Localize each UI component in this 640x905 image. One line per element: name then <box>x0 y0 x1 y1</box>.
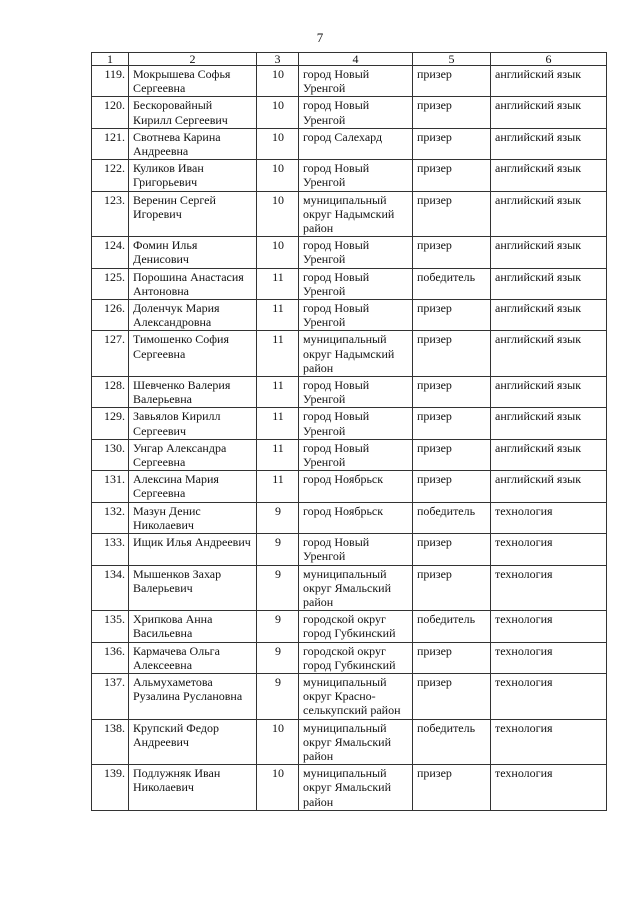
result-status: призер <box>413 128 491 159</box>
territory: муниципальный округ Ямальский район <box>299 565 413 611</box>
row-number: 133. <box>92 534 129 565</box>
grade: 10 <box>257 128 299 159</box>
column-header: 4 <box>299 53 413 66</box>
grade: 10 <box>257 765 299 811</box>
territory: город Новый Уренгой <box>299 534 413 565</box>
participant-name: Завьялов Кирилл Сергеевич <box>129 408 257 439</box>
row-number: 132. <box>92 502 129 533</box>
participant-name: Порошина Анастасия Антоновна <box>129 268 257 299</box>
territory: город Новый Уренгой <box>299 160 413 191</box>
subject: технология <box>491 565 607 611</box>
grade: 9 <box>257 611 299 642</box>
territory: город Новый Уренгой <box>299 408 413 439</box>
table-row <box>92 611 607 642</box>
participant-name: Подлужняк Иван Николаевич <box>129 765 257 811</box>
subject: технология <box>491 673 607 719</box>
row-number: 126. <box>92 300 129 331</box>
grade: 11 <box>257 439 299 470</box>
subject: английский язык <box>491 66 607 97</box>
row-number: 136. <box>92 642 129 673</box>
territory: город Новый Уренгой <box>299 377 413 408</box>
grade: 9 <box>257 673 299 719</box>
table-row <box>92 128 607 159</box>
table-row <box>92 439 607 470</box>
participant-name: Доленчук Мария Александровна <box>129 300 257 331</box>
participant-name: Мазун Денис Николаевич <box>129 502 257 533</box>
table-row <box>92 160 607 191</box>
subject: технология <box>491 765 607 811</box>
subject: технология <box>491 611 607 642</box>
table-row <box>92 97 607 128</box>
row-number: 124. <box>92 237 129 268</box>
grade: 10 <box>257 160 299 191</box>
participant-name: Кармачева Ольга Алексеевна <box>129 642 257 673</box>
result-status: победитель <box>413 611 491 642</box>
grade: 9 <box>257 642 299 673</box>
row-number: 119. <box>92 66 129 97</box>
participant-name: Тимошенко София Сергеевна <box>129 331 257 377</box>
column-header: 1 <box>92 53 129 66</box>
table-row <box>92 66 607 97</box>
row-number: 131. <box>92 471 129 502</box>
grade: 11 <box>257 300 299 331</box>
participant-name: Фомин Илья Денисович <box>129 237 257 268</box>
table-row <box>92 408 607 439</box>
territory: город Новый Уренгой <box>299 300 413 331</box>
subject: английский язык <box>491 471 607 502</box>
grade: 9 <box>257 534 299 565</box>
table-body <box>92 66 607 811</box>
table-row <box>92 300 607 331</box>
row-number: 134. <box>92 565 129 611</box>
participant-name: Шевченко Валерия Валерьевна <box>129 377 257 408</box>
territory: муниципальный округ Надымский район <box>299 191 413 237</box>
subject: английский язык <box>491 408 607 439</box>
result-status: призер <box>413 408 491 439</box>
grade: 10 <box>257 237 299 268</box>
territory: город Новый Уренгой <box>299 268 413 299</box>
subject: английский язык <box>491 97 607 128</box>
territory: муниципальный округ Надымский район <box>299 331 413 377</box>
result-status: призер <box>413 565 491 611</box>
column-header: 5 <box>413 53 491 66</box>
result-status: призер <box>413 160 491 191</box>
result-status: призер <box>413 439 491 470</box>
grade: 10 <box>257 66 299 97</box>
row-number: 130. <box>92 439 129 470</box>
result-status: призер <box>413 642 491 673</box>
column-header: 6 <box>491 53 607 66</box>
subject: технология <box>491 534 607 565</box>
participant-name: Мышенков Захар Валерьевич <box>129 565 257 611</box>
grade: 10 <box>257 191 299 237</box>
result-status: победитель <box>413 502 491 533</box>
territory: город Новый Уренгой <box>299 66 413 97</box>
territory: город Ноябрьск <box>299 502 413 533</box>
subject: технология <box>491 642 607 673</box>
row-number: 127. <box>92 331 129 377</box>
territory: муниципальный округ Ямальский район <box>299 719 413 765</box>
table-row <box>92 502 607 533</box>
subject: английский язык <box>491 300 607 331</box>
participant-name: Унгар Александра Сергеевна <box>129 439 257 470</box>
subject: английский язык <box>491 160 607 191</box>
result-status: призер <box>413 765 491 811</box>
grade: 11 <box>257 377 299 408</box>
participant-name: Хрипкова Анна Васильевна <box>129 611 257 642</box>
row-number: 139. <box>92 765 129 811</box>
result-status: призер <box>413 673 491 719</box>
territory: городской округ город Губкинский <box>299 611 413 642</box>
participant-name: Крупский Федор Андреевич <box>129 719 257 765</box>
column-header: 3 <box>257 53 299 66</box>
row-number: 135. <box>92 611 129 642</box>
territory: городской округ город Губкинский <box>299 642 413 673</box>
participant-name: Ищик Илья Андреевич <box>129 534 257 565</box>
subject: английский язык <box>491 439 607 470</box>
result-status: призер <box>413 471 491 502</box>
participant-name: Веренин Сергей Игоревич <box>129 191 257 237</box>
subject: технология <box>491 719 607 765</box>
row-number: 122. <box>92 160 129 191</box>
result-status: призер <box>413 331 491 377</box>
subject: английский язык <box>491 268 607 299</box>
subject: английский язык <box>491 191 607 237</box>
result-status: призер <box>413 534 491 565</box>
row-number: 120. <box>92 97 129 128</box>
participant-name: Мокрышева Софья Сергеевна <box>129 66 257 97</box>
result-status: победитель <box>413 719 491 765</box>
subject: английский язык <box>491 331 607 377</box>
territory: муниципальный округ Красно-селькупский район <box>299 673 413 719</box>
subject: английский язык <box>491 128 607 159</box>
table-row <box>92 377 607 408</box>
row-number: 125. <box>92 268 129 299</box>
participant-name: Свотнева Карина Андреевна <box>129 128 257 159</box>
result-status: призер <box>413 237 491 268</box>
page-number: 7 <box>316 30 324 45</box>
grade: 11 <box>257 471 299 502</box>
result-status: призер <box>413 300 491 331</box>
territory: город Ноябрьск <box>299 471 413 502</box>
territory: город Новый Уренгой <box>299 439 413 470</box>
result-status: призер <box>413 377 491 408</box>
territory: город Новый Уренгой <box>299 237 413 268</box>
table-row <box>92 642 607 673</box>
subject: технология <box>491 502 607 533</box>
table-row <box>92 719 607 765</box>
table-row <box>92 673 607 719</box>
participant-name: Алексина Мария Сергеевна <box>129 471 257 502</box>
territory: город Новый Уренгой <box>299 97 413 128</box>
participant-name: Альмухаметова Рузалина Руслановна <box>129 673 257 719</box>
table-row <box>92 331 607 377</box>
table-row <box>92 268 607 299</box>
territory: муниципальный округ Ямальский район <box>299 765 413 811</box>
grade: 10 <box>257 719 299 765</box>
table-header-row <box>92 53 607 66</box>
participant-name: Куликов Иван Григорьевич <box>129 160 257 191</box>
grade: 11 <box>257 331 299 377</box>
results-table <box>91 52 607 811</box>
row-number: 137. <box>92 673 129 719</box>
result-status: призер <box>413 97 491 128</box>
row-number: 129. <box>92 408 129 439</box>
subject: английский язык <box>491 237 607 268</box>
grade: 11 <box>257 408 299 439</box>
column-header: 2 <box>129 53 257 66</box>
result-status: призер <box>413 66 491 97</box>
grade: 9 <box>257 502 299 533</box>
table-row <box>92 471 607 502</box>
grade: 10 <box>257 97 299 128</box>
territory: город Салехард <box>299 128 413 159</box>
grade: 9 <box>257 565 299 611</box>
result-status: победитель <box>413 268 491 299</box>
table-row <box>92 191 607 237</box>
row-number: 121. <box>92 128 129 159</box>
grade: 11 <box>257 268 299 299</box>
row-number: 138. <box>92 719 129 765</box>
row-number: 123. <box>92 191 129 237</box>
table-row <box>92 765 607 811</box>
table-row <box>92 534 607 565</box>
table-row <box>92 565 607 611</box>
row-number: 128. <box>92 377 129 408</box>
result-status: призер <box>413 191 491 237</box>
participant-name: Бескоровайный Кирилл Сергеевич <box>129 97 257 128</box>
subject: английский язык <box>491 377 607 408</box>
table-row <box>92 237 607 268</box>
